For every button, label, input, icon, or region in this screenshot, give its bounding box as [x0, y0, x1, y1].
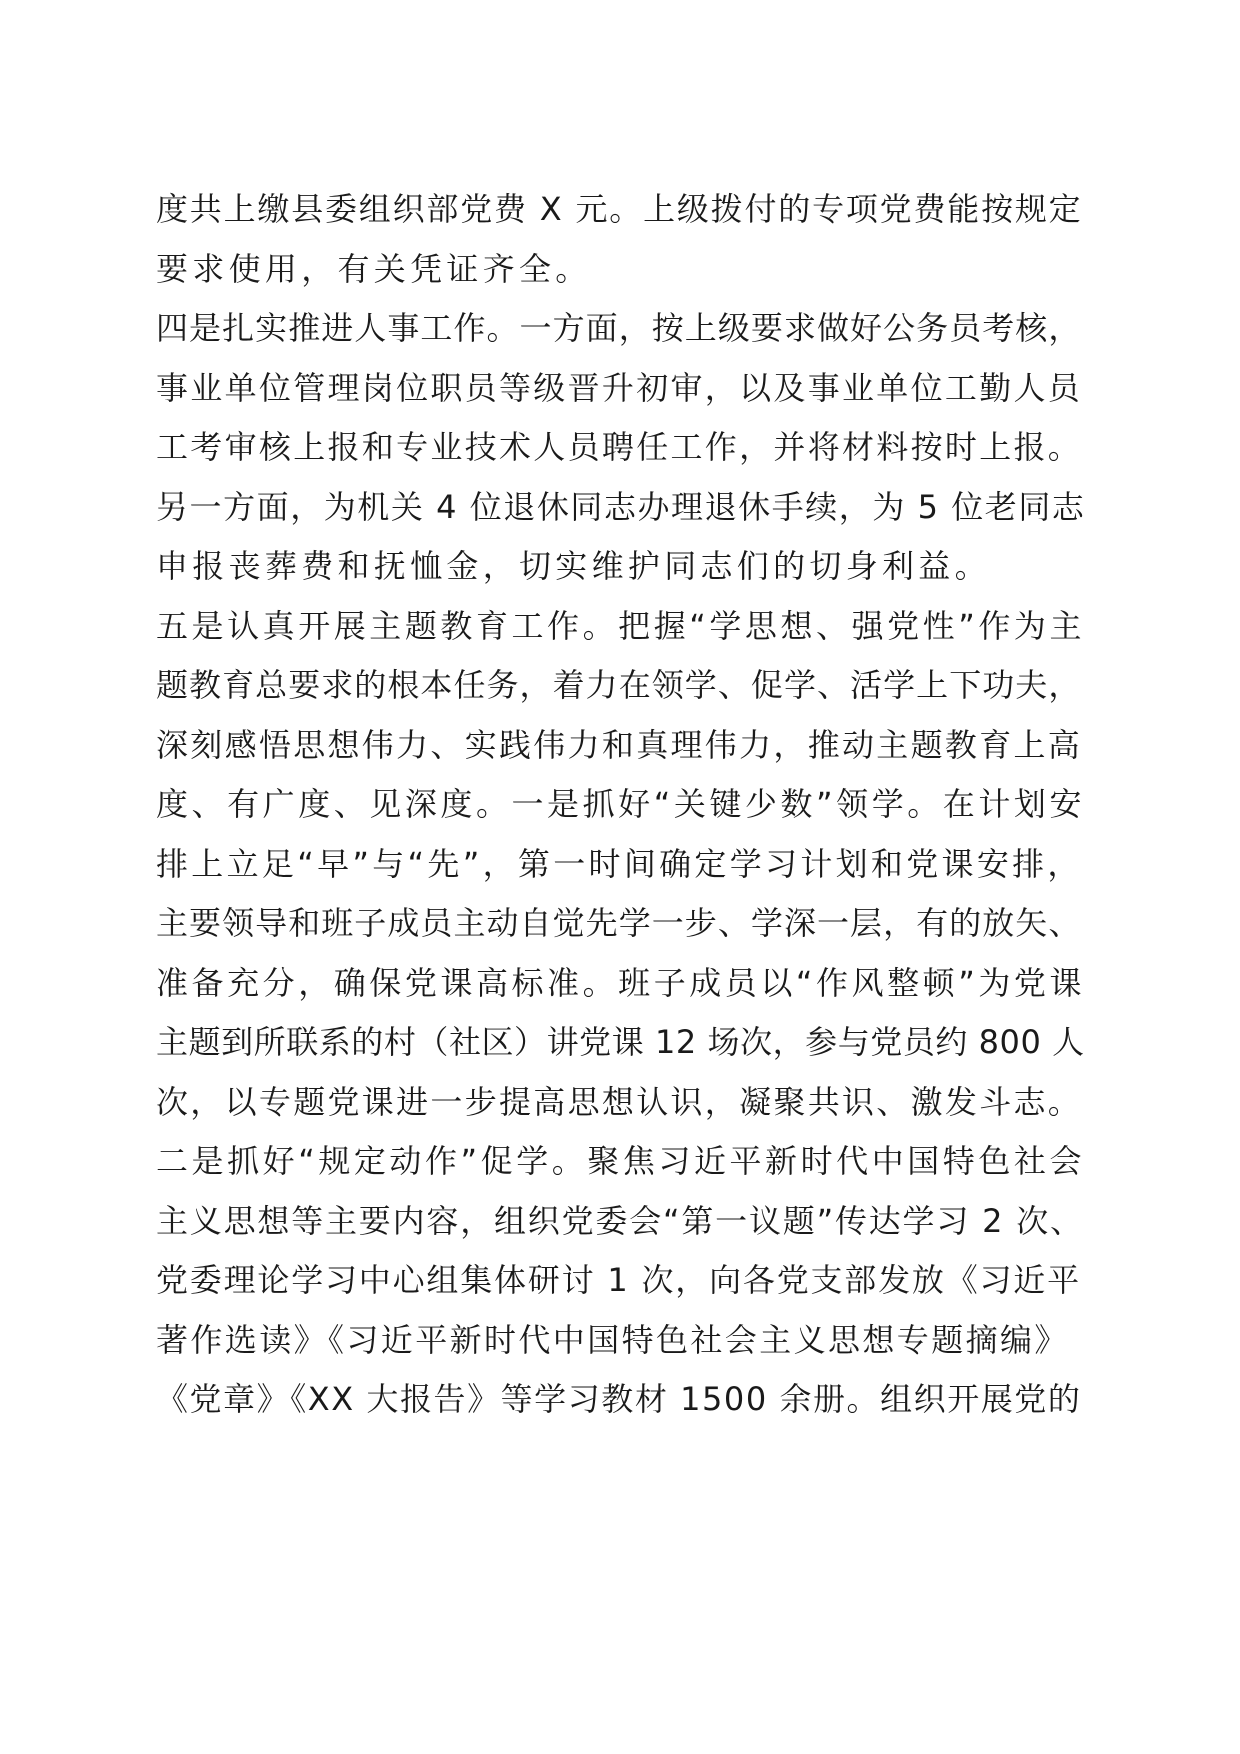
text-line: 度共上缴县委组织部党费 X 元。上级拨付的专项党费能按规定 — [156, 190, 1083, 228]
text-line: 主要领导和班子成员主动自觉先学一步、学深一层，有的放矢、 — [156, 904, 1082, 942]
text-line: 另一方面，为机关 4 位退休同志办理退休手续，为 5 位老同志 — [156, 487, 1086, 526]
text-line: 要求使用，有关凭证齐全。 — [156, 249, 592, 288]
text-line: 工考审核上报和专业技术人员聘任工作，并将材料按时上报。 — [156, 428, 1083, 466]
text-line: 准备充分，确保党课高标准。班子成员以“作风整顿”为党课 — [156, 963, 1086, 1002]
text-line: 主题到所联系的村（社区）讲党课 12 场次，参与党员约 800 人 — [156, 1023, 1085, 1061]
text-line: 排上立足“早”与“先”，第一时间确定学习计划和党课安排， — [156, 844, 1083, 883]
text-line: 深刻感悟思想伟力、实践伟力和真理伟力，推动主题教育上高 — [156, 725, 1083, 764]
text-line: 著作选读》《习近平新时代中国特色社会主义思想专题摘编》 — [156, 1320, 1069, 1359]
text-line: 党委理论学习中心组集体研讨 1 次，向各党支部发放《习近平 — [156, 1261, 1081, 1299]
text-line: 申报丧葬费和抚恤金，切实维护同志们的切身利益。 — [156, 547, 991, 585]
text-line: 《党章》《XX 大报告》等学习教材 1500 余册。组织开展党的 — [156, 1380, 1082, 1418]
body-text — [156, 180, 1086, 1430]
text-line: 五是认真开展主题教育工作。把握“学思想、强党性”作为主 — [156, 606, 1086, 645]
text-line: 度、有广度、见深度。一是抓好“关键少数”领学。在计划安 — [156, 785, 1086, 823]
text-line: 题教育总要求的根本任务，着力在领学、促学、活学上下功夫， — [156, 666, 1082, 704]
text-line: 四是扎实推进人事工作。一方面，按上级要求做好公务员考核， — [156, 309, 1082, 347]
text-line: 事业单位管理岗位职员等级晋升初审，以及事业单位工勤人员 — [156, 368, 1083, 407]
text-line: 二是抓好“规定动作”促学。聚焦习近平新时代中国特色社会 — [156, 1142, 1086, 1180]
text-line: 主义思想等主要内容，组织党委会“第一议题”传达学习 2 次、 — [156, 1201, 1084, 1240]
text-line: 次，以专题党课进一步提高思想认识，凝聚共识、激发斗志。 — [156, 1082, 1083, 1121]
